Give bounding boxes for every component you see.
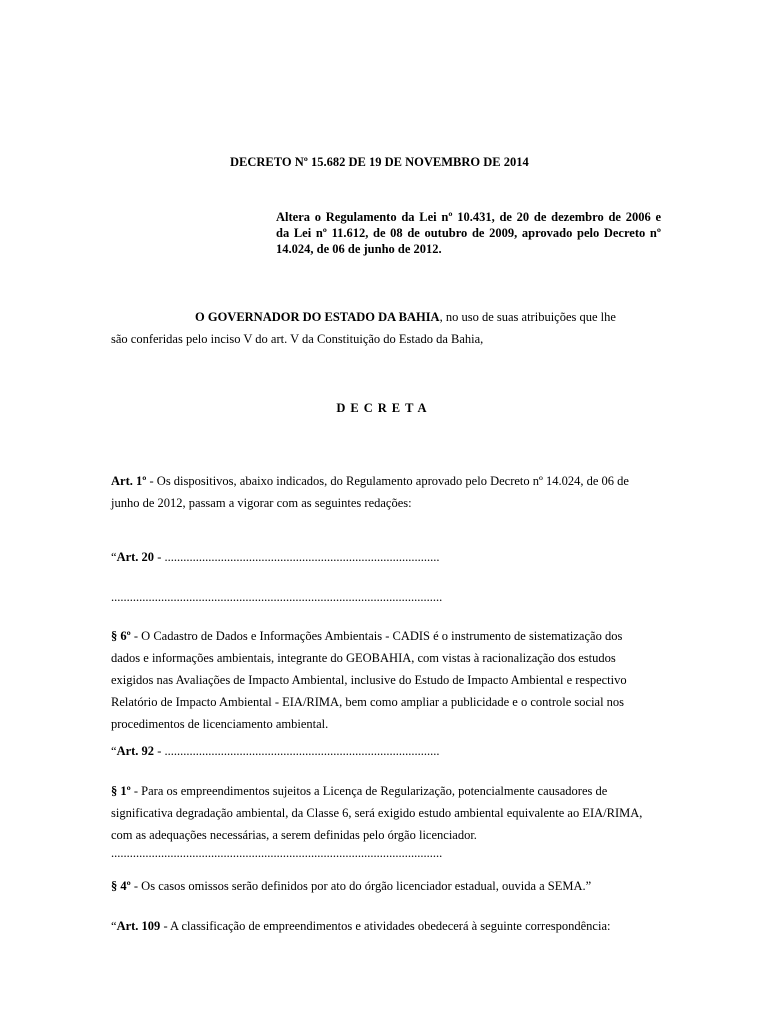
art92-label: Art. 92 bbox=[116, 744, 155, 758]
open-quote: “ bbox=[111, 919, 117, 933]
par6-text: Relatório de Impacto Ambiental - EIA/RIMA, bem como ampliar a publicidade e o controle social nos bbox=[111, 695, 625, 709]
ementa-line: da Lei nº 11.612, de 08 de outubro de 2009, aprovado pelo Decreto nº bbox=[276, 226, 661, 240]
par4-text: - Os casos omissos serão definidos por ato do órgão licenciador estadual, ouvida a SEMA.” bbox=[130, 879, 592, 893]
art20-dots: - ........................................................................................ bbox=[154, 550, 440, 564]
dotted-line: .......................................................................................................... bbox=[111, 846, 443, 860]
decreta-heading: DECRETA bbox=[336, 401, 432, 415]
preamble-text: , no uso de suas atribuições que lhe bbox=[439, 310, 616, 324]
par6-text: procedimentos de licenciamento ambiental. bbox=[111, 717, 329, 731]
par4-label: § 4º bbox=[111, 879, 131, 893]
par6-label: § 6º bbox=[111, 629, 131, 643]
par6-paragraph bbox=[111, 625, 658, 735]
open-quote: “ bbox=[111, 550, 117, 564]
art109-text: - A classificação de empreendimentos e atividades obedecerá à seguinte correspondência: bbox=[160, 919, 611, 933]
par1-text: significativa degradação ambiental, da Classe 6, será exigido estudo ambiental equivalente ao EIA/RIMA, bbox=[111, 806, 643, 820]
ementa-line: Altera o Regulamento da Lei nº 10.431, de 20 de dezembro de 2006 e bbox=[276, 210, 661, 224]
ementa bbox=[276, 209, 661, 257]
par6-text: dados e informações ambientais, integrante do GEOBAHIA, com vistas à racionalização dos estudos bbox=[111, 651, 616, 665]
par4-line bbox=[111, 875, 658, 897]
par1-paragraph bbox=[111, 780, 658, 860]
art20-label: Art. 20 bbox=[116, 550, 155, 564]
art109-label: Art. 109 bbox=[116, 919, 161, 933]
par6-text: - O Cadastro de Dados e Informações Ambientais - CADIS é o instrumento de sistematização dos bbox=[130, 629, 623, 643]
art1-paragraph bbox=[111, 470, 658, 514]
preamble-authority: O GOVERNADOR DO ESTADO DA BAHIA bbox=[195, 310, 440, 324]
par1-text: com as adequações necessárias, a serem definidas pelo órgão licenciador. bbox=[111, 828, 477, 842]
art109-line bbox=[111, 915, 658, 937]
ementa-line: 14.024, de 06 de junho de 2012. bbox=[276, 242, 442, 256]
art20-line bbox=[111, 546, 658, 568]
par1-text: - Para os empreendimentos sujeitos a Licença de Regularização, potencialmente causadores de bbox=[130, 784, 608, 798]
preamble bbox=[111, 306, 658, 350]
preamble-text: são conferidas pelo inciso V do art. V da Constituição do Estado da Bahia, bbox=[111, 332, 484, 346]
art92-dots: - ........................................................................................ bbox=[154, 744, 440, 758]
decree-title: DECRETO Nº 15.682 DE 19 DE NOVEMBRO DE 2014 bbox=[230, 155, 529, 169]
open-quote: “ bbox=[111, 744, 117, 758]
art1-text: - Os dispositivos, abaixo indicados, do Regulamento aprovado pelo Decreto nº 14.024, de 06 de bbox=[146, 474, 629, 488]
art1-text: junho de 2012, passam a vigorar com as seguintes redações: bbox=[111, 496, 412, 510]
art1-label: Art. 1º bbox=[111, 474, 147, 488]
par6-text: exigidos nas Avaliações de Impacto Ambiental, inclusive do Estudo de Impacto Ambiental e respectivo bbox=[111, 673, 627, 687]
par1-label: § 1º bbox=[111, 784, 131, 798]
dotted-line: .......................................................................................................... bbox=[111, 590, 443, 604]
art92-line bbox=[111, 740, 658, 762]
